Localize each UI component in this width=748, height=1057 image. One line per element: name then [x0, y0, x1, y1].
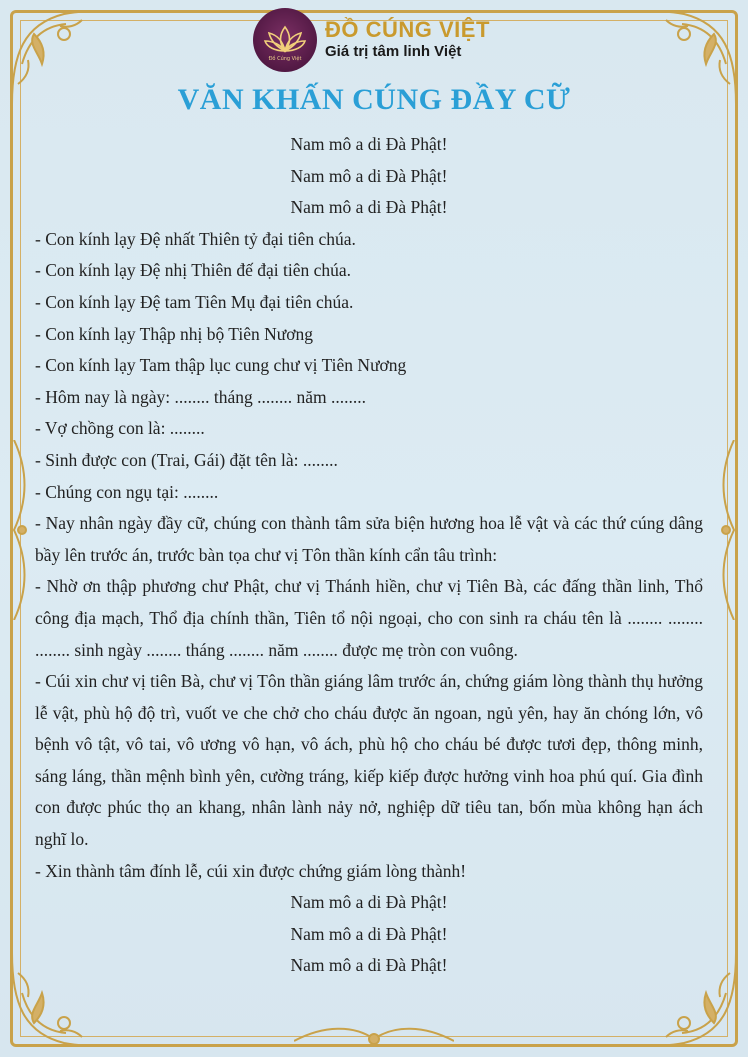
- prayer-line: - Chúng con ngụ tại: ........: [35, 481, 219, 502]
- brand-tagline: Giá trị tâm linh Việt: [325, 43, 462, 60]
- logo-text: [325, 18, 490, 62]
- prayer-line: - Con kính lạy Đệ tam Tiên Mụ đại tiên chúa.: [35, 291, 354, 312]
- prayer-line: - Con kính lạy Thập nhị bộ Tiên Nương: [35, 323, 314, 344]
- page-title: VĂN KHẤN CÚNG ĐẦY CỮ: [177, 83, 571, 116]
- bottom-ornament-icon: [294, 1021, 454, 1051]
- brand-logo: [253, 4, 503, 76]
- prayer-paragraph: - Xin thành tâm đính lễ, cúi xin được chứng giám lòng thành!: [35, 860, 467, 881]
- prayer-line: - Hôm nay là ngày: ........ tháng ........ năm ........: [35, 386, 366, 407]
- logo-mark-text: Đồ Cúng Việt: [268, 56, 302, 62]
- lotus-icon: [253, 8, 317, 72]
- prayer-line: - Con kính lạy Đệ nhất Thiên tỷ đại tiên chúa.: [35, 228, 356, 249]
- side-ornament-icon: [714, 440, 744, 620]
- prayer-paragraph: - Nay nhân ngày đầy cữ, chúng con thành tâm sửa biện hương hoa lễ vật và các thứ cúng dâng bầy lên trước án, trước bàn tọa chư vị Tôn thần kính cẩn tâu trình:: [35, 513, 703, 565]
- prayer-paragraph: - Nhờ ơn thập phương chư Phật, chư vị Thánh hiền, chư vị Tiên Bà, các đấng thần linh, Thổ công địa mạch, Thổ địa chính thần, Tiên tổ nội ngoại, cho con sinh ra cháu tên là ........ ........ ........ sinh ngày ........ tháng ........ năm ........ được mẹ tròn con vuông.: [35, 576, 703, 660]
- opening-line: Nam mô a di Đà Phật!: [290, 134, 448, 154]
- prayer-paragraph: - Cúi xin chư vị tiên Bà, chư vị Tôn thần giáng lâm trước án, chứng giám lòng thành thụ hưởng lễ vật, phù hộ độ trì, vuốt ve che chở cho cháu được ăn ngoan, ngủ yên, hay ăn chóng lớn, vô bệnh vô tật, vô tai, vô ương vô hạn, vô ách, phù hộ cho cháu bé được tươi đẹp, thông minh, sáng láng, thần mệnh bình yên, cường tráng, kiếp kiếp được hưởng vinh hoa phú quí. Gia đình con được phúc thọ an khang, nhân lành nảy nở, nghiệp dữ tiêu tan, bốn mùa không hạn ách nghĩ lo.: [35, 671, 703, 850]
- opening-line: Nam mô a di Đà Phật!: [290, 165, 448, 186]
- opening-line: Nam mô a di Đà Phật!: [290, 197, 448, 218]
- closing-line: Nam mô a di Đà Phật!: [290, 923, 448, 944]
- brand-name: ĐỒ CÚNG VIỆT: [325, 17, 490, 42]
- closing-line: Nam mô a di Đà Phật!: [290, 955, 448, 976]
- prayer-text: [35, 129, 703, 982]
- prayer-line: - Con kính lạy Đệ nhị Thiên đế đại tiên chúa.: [35, 260, 352, 281]
- closing-line: Nam mô a di Đà Phật!: [290, 892, 448, 913]
- prayer-line: - Con kính lạy Tam thập lục cung chư vị Tiên Nương: [35, 355, 407, 376]
- prayer-line: - Vợ chồng con là: ........: [35, 418, 205, 439]
- prayer-line: - Sinh được con (Trai, Gái) đặt tên là: ........: [35, 449, 338, 470]
- side-ornament-icon: [4, 440, 34, 620]
